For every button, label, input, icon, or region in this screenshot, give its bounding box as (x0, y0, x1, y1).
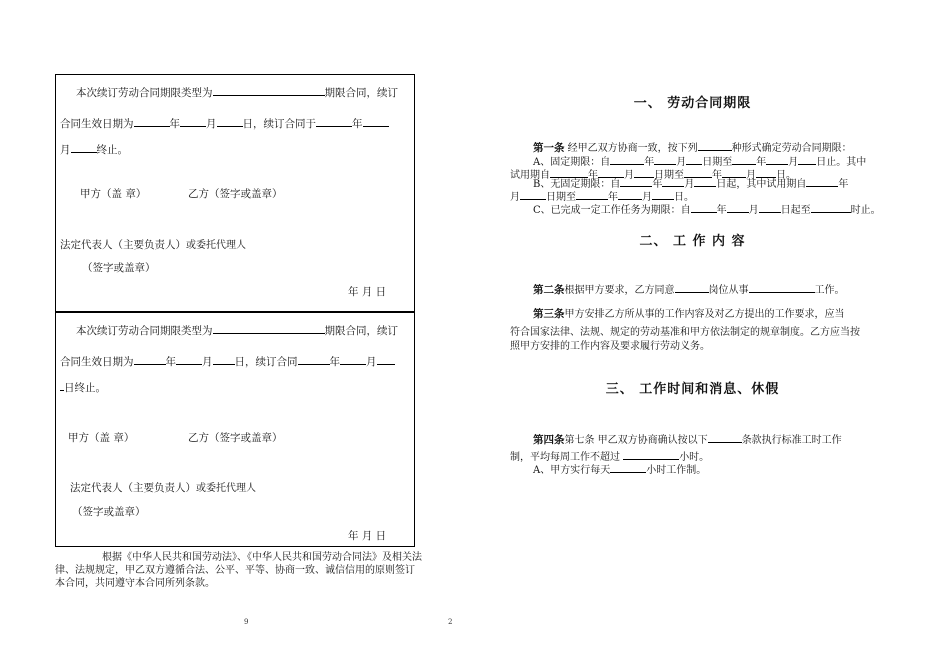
article-label: 第一条 (533, 142, 565, 154)
blank-field (806, 176, 838, 187)
text: 种形式确定劳动合同期限： (731, 143, 852, 154)
text: 年 (165, 356, 176, 368)
text: 月 (60, 144, 71, 156)
text: 合同生效日期为 (60, 118, 134, 130)
text: C、已完成一定工作任务为期限：自 (533, 205, 691, 216)
text: 月 (748, 205, 759, 216)
blank-field (180, 116, 206, 127)
text: 日，续订合同于 (242, 118, 316, 130)
blank-field (610, 154, 644, 165)
text: 年 (644, 157, 655, 168)
text: 月 (788, 157, 799, 168)
blank-field (759, 202, 781, 213)
text: 月 (684, 179, 695, 190)
intro-line-3: 本合同，共同遵守本合同所列条款。 (55, 578, 215, 589)
blank-field (654, 154, 676, 165)
text: 甲方安排乙方所从事的工作内容及对乙方提出的工作要求，应当 (564, 309, 845, 320)
text: 月 (746, 170, 756, 181)
text: 岗位从事 (708, 285, 749, 296)
party-b-signature: 乙方（签字或盖章） (188, 432, 283, 444)
blank-field (675, 282, 709, 293)
box1-line3 (60, 142, 128, 157)
blank-field (694, 176, 716, 187)
sign-or-seal: （签字或盖章） (72, 506, 146, 518)
box2-line2 (60, 354, 395, 369)
text: 或委托代理人 (196, 483, 256, 494)
text: 日期至 (702, 157, 733, 168)
blank-field (618, 189, 642, 200)
text: B、无固定期限：自 (533, 179, 621, 190)
blank-field (691, 202, 717, 213)
text: 期限合同，续订 (324, 325, 398, 337)
blank-field (686, 154, 702, 165)
text: 年 (756, 157, 767, 168)
text: 日期至 (546, 192, 576, 203)
section-heading-1: 一、 劳动合同期限 (633, 96, 752, 111)
article-2 (533, 281, 845, 297)
text: 法定代表人（主要负责人） (60, 239, 186, 251)
text: A、固定期限：自 (533, 157, 611, 168)
text: 法定代表人（主要负责人） (70, 482, 196, 494)
date-line: 年 月 日 (348, 530, 387, 542)
page-number-left: 9 (244, 618, 249, 626)
text: 年 (169, 118, 180, 130)
text: 条款执行标准工时工作 (741, 435, 842, 446)
blank-field (749, 282, 815, 293)
blank-field (340, 354, 366, 365)
party-b-signature: 乙方（签字或盖章） (188, 188, 283, 200)
text: 日。 (674, 192, 694, 203)
blank-field (698, 140, 732, 151)
date-line: 年 月 日 (348, 286, 387, 298)
section-heading-3: 三、 工作时间和消息、休假 (605, 382, 780, 397)
blank-field (217, 116, 243, 127)
text: 合同生效日期为 (60, 356, 134, 368)
text: 终止。 (96, 144, 128, 156)
intro-line-2: 律、法规规定，甲乙双方遵循合法、公平、平等、协商一致、诚信信用的原则签订 (55, 565, 415, 576)
text: 日，续订合同 (234, 356, 298, 368)
blank-field (134, 116, 170, 127)
text: 年 (652, 179, 663, 190)
blank-field (176, 354, 202, 365)
article-label: 第二条 (533, 284, 565, 296)
blank-field (363, 116, 389, 127)
text: 日起，其中试用期自 (716, 179, 807, 190)
text: 经甲乙双方协商一致，按下列 (564, 143, 698, 154)
text: 日。 (776, 170, 796, 181)
text: 本次续订劳动合同期限类型为 (76, 325, 213, 337)
text: 制，平均每周工作不超过 (510, 452, 624, 463)
text: 日止。其中 (816, 157, 867, 168)
text: 工作。 (814, 285, 845, 296)
blank-field (520, 189, 546, 200)
text: 月 (642, 192, 652, 203)
text: 年 (608, 192, 618, 203)
renewal-box-1 (55, 74, 415, 312)
blank-field (766, 154, 788, 165)
section-heading-2: 二、 工 作 内 容 (639, 234, 746, 249)
text: 月 (206, 118, 217, 130)
text: 根据甲方要求，乙方同意 (564, 285, 675, 296)
renewal-box-2 (55, 312, 415, 547)
blank-field (134, 354, 166, 365)
text: 月 (624, 170, 634, 181)
text: 月 (366, 356, 377, 368)
party-a-seal: 甲方（盖 章） (68, 432, 135, 444)
blank-field (213, 354, 235, 365)
blank-field (576, 189, 608, 200)
blank-field (620, 176, 652, 187)
text: 月 (202, 356, 213, 368)
text: 日起至 (780, 205, 811, 216)
article-3-line1 (533, 305, 845, 321)
blank-field (213, 85, 325, 96)
text: 年 (716, 205, 727, 216)
legal-rep-line (60, 236, 246, 252)
blank-field (623, 449, 679, 460)
party-a-seal: 甲方（盖 章） (80, 188, 147, 200)
text: 第七条 甲乙双方协商确认按以下 (564, 435, 708, 446)
text: 本次续订劳动合同期限类型为 (76, 87, 213, 99)
article-label: 第四条 (533, 434, 565, 446)
text: 年 (329, 356, 340, 368)
blank-field (727, 202, 749, 213)
blank-field (652, 189, 674, 200)
text: A、甲方实行每天 (533, 465, 611, 476)
text: 年 (352, 118, 363, 130)
text: 年 (838, 179, 849, 190)
text: 月 (510, 192, 520, 203)
text: 月 (676, 157, 687, 168)
text: 日期至 (654, 170, 684, 181)
text: 小时工作制。 (646, 465, 707, 476)
blank-field (732, 154, 756, 165)
text: 时止。 (850, 205, 881, 216)
article-4-line1 (533, 431, 842, 447)
text: 年 (588, 170, 598, 181)
legal-rep-line (70, 479, 256, 495)
blank-field (298, 354, 330, 365)
blank-field (811, 202, 851, 213)
blank-field (610, 462, 646, 473)
intro-line-1: 根据《中华人民共和国劳动法》、《中华人民共和国劳动合同法》及相关法 (102, 552, 422, 563)
text: 年 (712, 170, 722, 181)
article-1-line6 (533, 201, 881, 216)
box2-line1 (76, 323, 398, 338)
sign-or-seal: （签字或盖章） (82, 262, 156, 274)
blank-field (213, 323, 325, 334)
article-3-line3: 照甲方安排的工作内容及要求履行劳动义务。 (510, 341, 710, 352)
blank-field (71, 142, 97, 153)
text: 试用期自 (510, 170, 550, 181)
blank-field (316, 116, 352, 127)
article-3-line2: 符合国家法律、法规、规定的劳动基准和甲方依法制定的规章制度。乙方应当按 (510, 327, 860, 338)
text: 或委托代理人 (186, 240, 246, 251)
text: 日终止。 (64, 382, 106, 394)
page-number-right: 2 (448, 618, 453, 626)
blank-field (798, 154, 816, 165)
blank-field (662, 176, 684, 187)
text: 小时。 (679, 452, 710, 463)
box1-line2 (60, 116, 389, 131)
box1-line1 (76, 85, 398, 100)
blank-field (377, 354, 395, 365)
article-4-line3 (533, 461, 706, 476)
article-label: 第三条 (533, 308, 565, 320)
blank-field (708, 432, 742, 443)
text: 期限合同，续订 (324, 87, 398, 99)
box2-line3 (60, 380, 106, 395)
